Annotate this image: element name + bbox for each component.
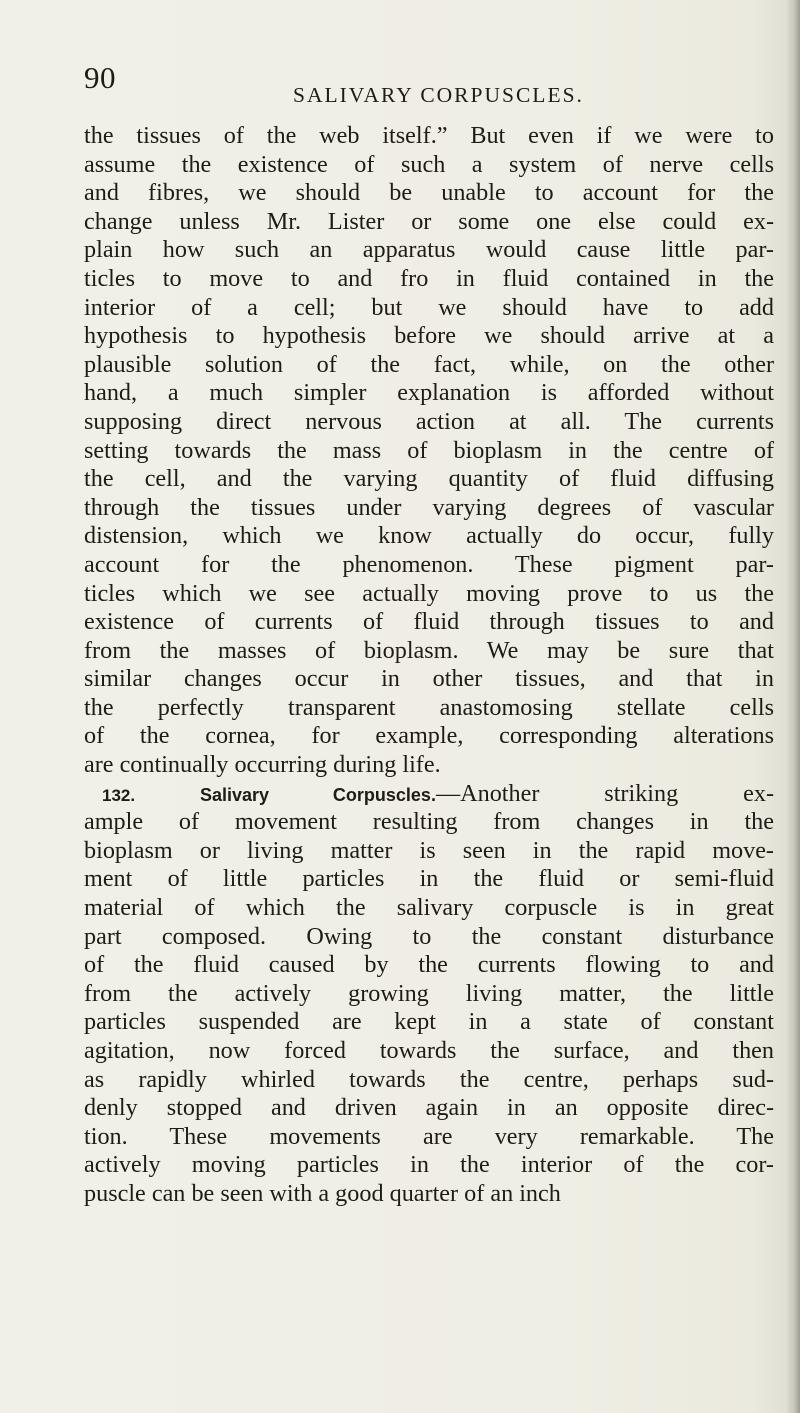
text-line: ticles to move to and fro in fluid contained in the <box>84 264 774 292</box>
text-line: from the masses of bioplasm. We may be sure that <box>84 636 774 664</box>
text-line: as rapidly whirled towards the centre, perhaps sud- <box>84 1065 774 1093</box>
body-text <box>84 122 774 1209</box>
text-line: plain how such an apparatus would cause little par- <box>84 236 774 264</box>
running-head: SALIVARY CORPUSCLES. <box>293 83 584 107</box>
page-edge-shadow <box>786 0 800 1413</box>
text-line: account for the phenomenon. These pigment par- <box>84 550 774 578</box>
text-line: hand, a much simpler explanation is afforded without <box>84 379 774 407</box>
text-line: agitation, now forced towards the surface, and then <box>84 1037 774 1064</box>
text-line: similar changes occur in other tissues, and that in <box>84 665 774 693</box>
text-line: of the cornea, for example, corresponding alterations <box>84 722 774 750</box>
text-line: from the actively growing living matter, the little <box>84 979 774 1007</box>
text-line: through the tissues under varying degrees of vascular <box>84 493 774 521</box>
text-line: supposing direct nervous action at all. The currents <box>84 407 774 435</box>
text-line: denly stopped and driven again in an opposite direc- <box>84 1094 774 1122</box>
text-line: ment of little particles in the fluid or semi-fluid <box>84 865 774 893</box>
section-heading-line <box>84 780 774 809</box>
text-line: setting towards the mass of bioplasm in the centre of <box>84 436 774 464</box>
text-line: are continually occurring during life. <box>84 751 441 779</box>
text-line: of the fluid caused by the currents flowing to and <box>84 951 774 979</box>
text-line: assume the existence of such a system of nerve cells <box>84 150 774 178</box>
text-line: ticles which we see actually moving prove to us the <box>84 579 774 607</box>
section-title: Salivary Corpuscles. <box>200 784 436 805</box>
text-line: the tissues of the web itself.” But even if we were to <box>84 122 774 149</box>
text-line: change unless Mr. Lister or some one else could ex- <box>84 207 774 235</box>
text-line: and fibres, we should be unable to account for the <box>84 179 774 207</box>
page-number: 90 <box>84 60 116 95</box>
text-line: ample of movement resulting from changes in the <box>84 808 774 836</box>
text-line: material of which the salivary corpuscle is in great <box>84 894 774 922</box>
text-line: part composed. Owing to the constant disturbance <box>84 922 774 950</box>
text-line: the cell, and the varying quantity of fluid diffusing <box>84 465 774 493</box>
text-line: the perfectly transparent anastomosing stellate cells <box>84 693 774 721</box>
text-line: distension, which we know actually do occur, fully <box>84 522 774 550</box>
text-line: existence of currents of fluid through tissues to and <box>84 608 774 636</box>
text-line: actively moving particles in the interior of the cor- <box>84 1151 774 1179</box>
text-line: tion. These movements are very remarkable. The <box>84 1122 774 1150</box>
section-first-line-text: —Another striking ex- <box>435 779 774 807</box>
text-line: bioplasm or living matter is seen in the rapid move- <box>84 836 774 864</box>
section-number: 132. <box>102 785 136 805</box>
text-line: plausible solution of the fact, while, on the other <box>84 350 774 378</box>
text-line: particles suspended are kept in a state of constant <box>84 1008 774 1036</box>
text-line: interior of a cell; but we should have to add <box>84 293 774 321</box>
text-line: hypothesis to hypothesis before we should arrive at a <box>84 322 774 350</box>
text-line: puscle can be seen with a good quarter of an inch <box>84 1179 561 1207</box>
